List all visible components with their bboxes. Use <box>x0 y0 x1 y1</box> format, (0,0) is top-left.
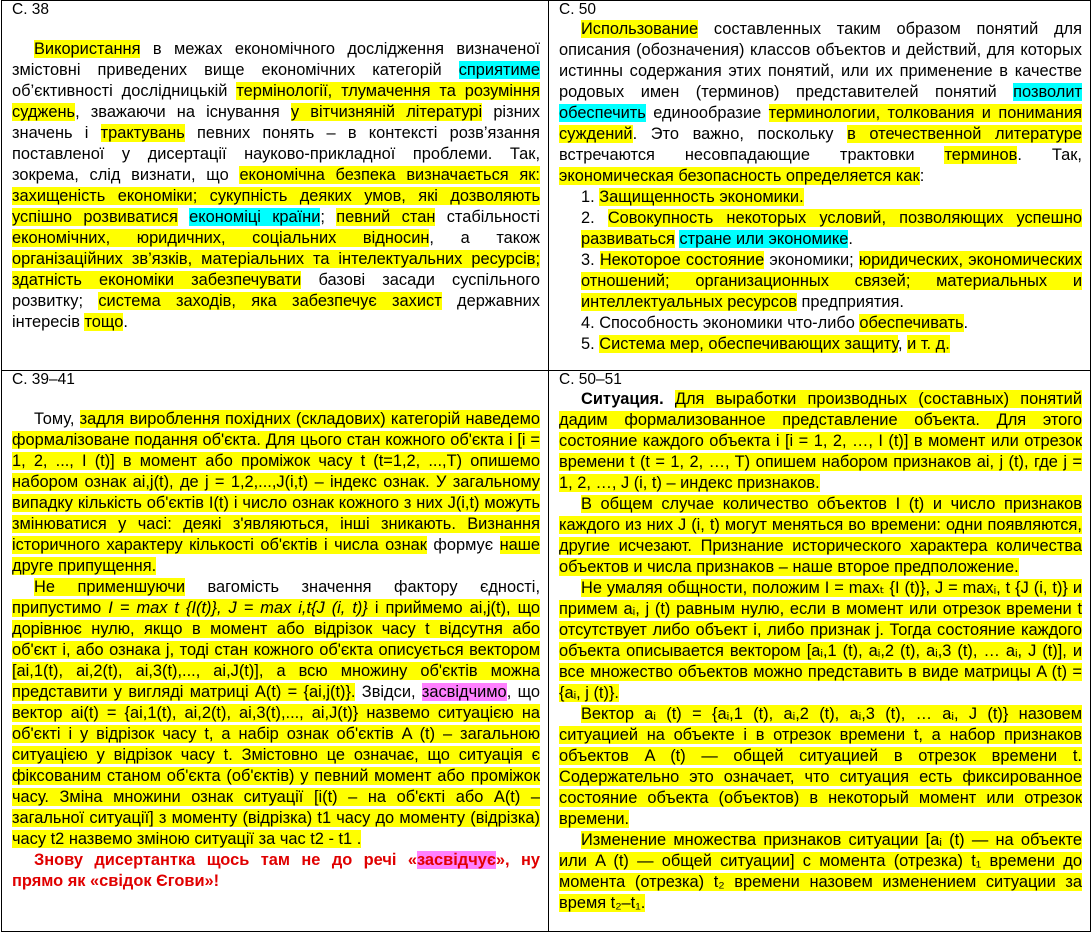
text-run: . Это важно, поскольку <box>632 125 848 143</box>
highlighted-text: и т. д. <box>907 335 950 353</box>
text-run: единообразие <box>645 104 769 122</box>
text-run: 5. <box>581 335 600 353</box>
list-item <box>559 208 1082 250</box>
text-run <box>664 390 675 408</box>
highlighted-text: в отечественной литературе <box>847 125 1082 143</box>
highlighted-text: Совокупность некоторых условий, позволяющих успешно развиваться <box>581 209 1082 248</box>
paragraph <box>559 494 1082 578</box>
highlighted-text: Використання <box>34 40 141 58</box>
highlighted-text: тощо <box>84 313 124 331</box>
text-run: формує <box>426 536 500 554</box>
reviewer-note: Знову дисертантка щось там не до речі «засвідчує», ну прямо як «свідок Єгови»! <box>12 851 540 890</box>
highlighted-text: терминов <box>944 146 1018 164</box>
text-run: . Так, <box>1017 146 1082 164</box>
text-run: 1. <box>581 188 600 206</box>
list-item <box>559 250 1082 313</box>
text-run: 4. Способность экономики что-либо <box>581 314 860 332</box>
highlighted-text: і приймемо ai,j(t), що дорівнює нулю, якщо в момент або відрізок часу t відсутня або об'єкт i, або ознака j, тоді стан кожного об'єкта описується вектором [ai,1(t), ai,2(t), ai,3(t),..., ai,J(t)], а всю множину об'єктів можна представити у вигляді матриці A(t) = {ai,j(t)}. <box>12 599 541 701</box>
numbered-list <box>559 187 1082 355</box>
comparison-table <box>1 0 1091 932</box>
paragraph <box>559 19 1082 187</box>
text-run: Тому, <box>34 410 80 428</box>
highlighted-text: обеспечивать <box>859 314 964 332</box>
highlighted-text: сприятиме <box>458 61 540 79</box>
highlighted-text: экономическая безопасность определяется как <box>559 167 920 185</box>
text-run: . <box>123 313 128 331</box>
highlighted-text: припустимо <box>12 599 109 617</box>
text-run <box>178 208 189 226</box>
text-run: , <box>898 335 908 353</box>
highlighted-text: задля вироблення похідних (складових) категорій наведемо формалізоване подання об'єкта. Для цього стан кожного об'єкта i [i = 1, 2, ..., I (t)] в момент або проміжок часу t (t=1,2, ...,T) опишемо набором ознак ai,j(t), де j = 1,2,...,J(i,t) – індекс ознак. У загальному випадку кількість об'єктів I(t) і число ознак кожного з них J(i,t) можуть змінюватися у часі: деякі з'являються, інші зникають. Визнання історичного характеру кількості об'єктів і числа ознак <box>12 410 540 554</box>
text-run: певних понять – в контексті розв’язання поставленої у дисертації науково-прикладної проблеми. Так, зокрема, слід визнати, що <box>12 124 540 184</box>
paragraph <box>559 830 1082 914</box>
text-run: предприятия. <box>796 293 904 311</box>
text-run: Звідси, <box>355 683 422 701</box>
highlighted-text: юридических, экономических отношений; организационных связей; материальных и интеллектуальных ресурсов <box>581 251 1082 311</box>
highlighted-text: засвідчимо <box>421 683 507 701</box>
text-run: , а також <box>429 229 541 247</box>
paragraph <box>559 704 1082 830</box>
highlighted-text: I = max t {I(t)}, J = max i,t{J (i, t)} <box>108 599 368 617</box>
highlighted-text: певний стан <box>336 208 436 226</box>
highlighted-text: Система мер, обеспечивающих защиту <box>599 335 899 353</box>
highlighted-text: наше друге припущення. <box>12 536 540 575</box>
cell-source-p50 <box>549 1 1091 371</box>
paragraph <box>12 409 540 577</box>
highlighted-text: Для выработки производных (составных) понятий дадим формализованное представление объекта. Для этого состояние каждого объекта i [i = 1, 2, …, I (t)] в момент или отрезок времени t (t = 1, 2, …, T) опишем набором признаков ai, j (t), где j = 1, 2, …, J (i, t) – индекс признаков. <box>559 390 1082 492</box>
highlighted-text: Не применшуючи <box>34 578 186 596</box>
highlighted-text: стране или экономике <box>679 230 849 248</box>
highlighted-text: у вітчизняній літературі <box>290 103 483 121</box>
highlighted-text: трактувань <box>100 124 185 142</box>
text-run: вагомість значення фактору єдності, <box>185 578 541 596</box>
text-run: экономики; <box>764 251 859 269</box>
list-item <box>559 187 1082 208</box>
paragraph <box>559 578 1082 704</box>
cell-dissertation-p39-41 <box>2 371 549 932</box>
text-run: 2. <box>581 209 608 227</box>
page-ref: С. 50–51 <box>559 371 622 388</box>
highlighted-text: економічних, юридичних, соціальних відносин <box>12 229 430 247</box>
text-run: . <box>848 230 853 248</box>
paragraph <box>12 577 540 850</box>
text-run: базові засади суспільного розвитку; <box>12 271 540 310</box>
page-ref: С. 50 <box>559 1 597 18</box>
highlighted-text: терминологии, толкования и понимания суждений <box>559 104 1082 143</box>
highlighted-text: позволит обеспечить <box>559 83 1082 122</box>
list-item <box>559 313 1082 334</box>
paragraph <box>559 389 1082 494</box>
text-run: . <box>963 314 969 332</box>
highlighted-text: В общем случае количество объектов I (t) и число признаков каждого из них J (i, t) могут меняться во времени: одни появляются, другие исчезают. Признание исторического характера количества объектов и числа признаков – наше второе предположение. <box>559 495 1082 576</box>
page-ref: С. 38 <box>12 1 50 18</box>
text-run: , що <box>506 683 540 701</box>
list-item <box>559 334 1082 355</box>
highlighted-text: економіці країни <box>189 208 321 226</box>
highlighted-text: економічна безпека визначається як: захищеність економіки; сукупність деяких умов, які дозволяють успішно розвиватися <box>12 166 540 226</box>
text-run: в межах економічного дослідження визначеної змістовні приведених вище економічних категорій <box>12 40 540 79</box>
highlighted-text: Вектор aᵢ (t) = {aᵢ,1 (t), aᵢ,2 (t), aᵢ,3 (t), … aᵢ, J (t)} назовем ситуацией на объекте i в отрезок времени t, а набор признаков объектов A (t) — общей ситуацией в отрезок времени t. Содержательно это означает, что ситуация есть фиксированное состояние объекта (объектов) в некоторый момент или отрезок времени. <box>559 705 1082 828</box>
highlighted-text: Использование <box>581 20 699 38</box>
text-run: ; <box>320 208 337 226</box>
text-run: , зважаючи на існування <box>75 103 291 121</box>
text-run: 3. <box>581 251 600 269</box>
text-run: Ситуация. <box>581 390 664 408</box>
text-run: встречаются несовпадающие трактовки <box>559 146 945 164</box>
text-run: об’єктивності дослідницькій <box>12 82 237 100</box>
text-run: державних інтересів <box>12 292 541 331</box>
cell-source-p50-51 <box>549 371 1091 932</box>
text-run: : <box>919 167 925 185</box>
cell-dissertation-p38 <box>2 1 549 371</box>
text-run: составленных таким образом понятий для описания (обозначения) классов объектов и действий, для которых истинны содержания этих понятий, или их применение в качестве родовых имен (терминов) представителей понятий <box>559 20 1082 101</box>
page-ref: С. 39–41 <box>12 371 75 388</box>
text-run: різних значень і <box>12 103 540 142</box>
highlighted-text: Изменение множества признаков ситуации [aᵢ (t) — на объекте или A (t) — общей ситуации] с момента (отрезка) t₁ времени до момента (отрезка) t₂ времени назовем изменением ситуации за время t₂–t₁. <box>559 831 1082 912</box>
highlighted-text: вектор ai(t) = {ai,1(t), ai,2(t), ai,3(t),..., ai,J(t)} назвемо ситуацією на об'єкті i у відрізок часу t, а набір ознак об'єктів A (t) – загальною ситуацією у відрізок часу t. Змістовно це означає, що ситуація є фіксованим станом об'єкта (об'єктів) у певний момент або проміжок часу. Зміна множини ознак ситуації [i(t) – на об'єкті або A(t) – загальної ситуації] з моменту (відрізка) t1 часу до моменту (відрізка) часу t2 назвемо зміною ситуації за час t2 - t1 . <box>12 704 540 848</box>
highlighted-text: Некоторое состояние <box>599 251 765 269</box>
highlighted-text: Не умаляя общности, положим I = maxₜ {I (t)}, J = maxᵢ, t {J (i, t)} и примем aᵢ, j (t) равным нулю, если в момент или отрезок времени t отсутствует либо объект i, либо признак j. Тогда состояние каждого объекта описывается вектором [aᵢ,1 (t), aᵢ,2 (t), aᵢ,3 (t), … aᵢ, J (t)], и все множество объектов можно представить в виде матрицы A (t) = {aᵢ, j (t)}. <box>559 579 1082 702</box>
highlighted-text: організаційних зв’язків, матеріальних та інтелектуальних ресурсів; здатність економіки забезпечувати <box>12 250 540 289</box>
highlighted-text: система заходів, яка забезпечує захист <box>98 292 442 310</box>
paragraph <box>12 39 540 333</box>
text-run: стабільності <box>435 208 540 226</box>
highlighted-text: термінології, тлумачення та розуміння суджень <box>12 82 540 121</box>
highlighted-text: Защищенность экономики. <box>599 188 804 206</box>
